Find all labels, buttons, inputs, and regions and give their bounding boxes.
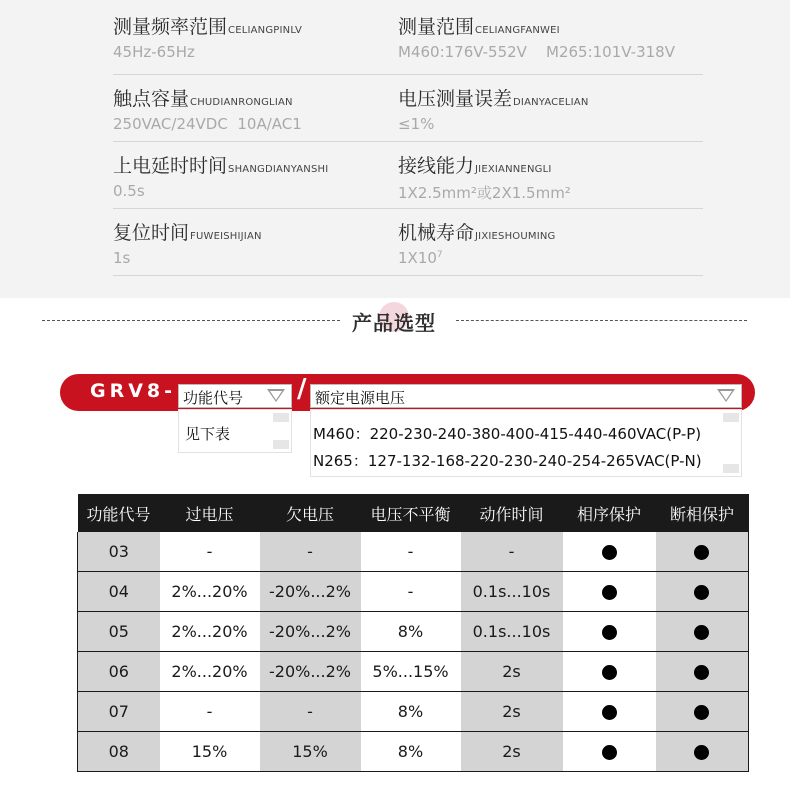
- table-cell: [656, 532, 749, 572]
- section-title: 产品选型: [352, 311, 436, 335]
- spec-label: 接线能力: [398, 155, 475, 177]
- table-cell: 2s: [461, 732, 563, 772]
- check-dot-icon: [694, 745, 709, 760]
- function-code-dropdown: [178, 409, 292, 453]
- table-cell: -: [361, 572, 461, 612]
- table-cell: 0.1s...10s: [461, 572, 563, 612]
- table-cell: -: [160, 692, 260, 732]
- function-code-select[interactable]: [178, 384, 292, 408]
- check-dot-icon: [602, 705, 617, 720]
- table-row: [78, 652, 749, 692]
- spec-value: M460:176V-552V M265:101V-318V: [398, 43, 675, 61]
- column-header: 相序保护: [563, 494, 656, 532]
- dropdown-arrow-icon: [717, 389, 735, 402]
- table-header-row: [78, 494, 749, 532]
- scroll-down-button[interactable]: [273, 440, 289, 449]
- table-cell: [563, 532, 656, 572]
- dashed-divider-left: [42, 320, 340, 321]
- table-cell: 2%...20%: [160, 612, 260, 652]
- table-cell: [656, 652, 749, 692]
- spec-value-base: 1X10: [398, 249, 437, 267]
- selection-table: [77, 494, 749, 772]
- table-cell: [563, 612, 656, 652]
- spec-contact-capacity: [113, 84, 302, 133]
- table-cell: 2%...20%: [160, 652, 260, 692]
- table-cell: [563, 652, 656, 692]
- table-cell: 2%...20%: [160, 572, 260, 612]
- spec-value: 1s: [113, 249, 131, 267]
- spec-value-exponent: 7: [436, 250, 443, 260]
- check-dot-icon: [602, 745, 617, 760]
- spec-pinyin: SHANGDIANYANSHI: [228, 164, 329, 175]
- table-cell: 8%: [361, 732, 461, 772]
- table-row: [78, 532, 749, 572]
- table-cell: [656, 572, 749, 612]
- spec-value: ≤1%: [398, 115, 435, 133]
- table-cell: -: [160, 532, 260, 572]
- table-cell: 04: [78, 572, 160, 612]
- check-dot-icon: [694, 665, 709, 680]
- table-cell: [656, 692, 749, 732]
- column-header: 功能代号: [78, 494, 160, 532]
- spec-value: 250VAC/24VDC 10A/AC1: [113, 115, 302, 133]
- table-cell: 5%...15%: [361, 652, 461, 692]
- spec-measure-frequency: [113, 12, 302, 61]
- spec-label: 触点容量: [113, 88, 190, 110]
- divider: [113, 74, 703, 75]
- table-cell: 8%: [361, 692, 461, 732]
- table-cell: 2s: [461, 652, 563, 692]
- table-cell: [656, 612, 749, 652]
- check-dot-icon: [602, 545, 617, 560]
- table-cell: 15%: [260, 732, 361, 772]
- table-row: [78, 692, 749, 732]
- column-header: 动作时间: [461, 494, 563, 532]
- table-row: [78, 732, 749, 772]
- table-cell: 07: [78, 692, 160, 732]
- table-cell: [656, 732, 749, 772]
- check-dot-icon: [694, 625, 709, 640]
- divider: [113, 141, 703, 142]
- table-cell: -: [461, 532, 563, 572]
- table-row: [78, 572, 749, 612]
- model-code: GRV8-: [90, 380, 177, 402]
- spec-label: 复位时间: [113, 222, 190, 244]
- spec-measure-range: [398, 12, 675, 61]
- table-cell: [563, 572, 656, 612]
- column-header: 欠电压: [260, 494, 361, 532]
- table-cell: -: [361, 532, 461, 572]
- rated-voltage-select-value: 额定电源电压: [315, 389, 406, 407]
- table-cell: [563, 732, 656, 772]
- table-row: [78, 612, 749, 652]
- spec-reset-time: [113, 218, 262, 267]
- spec-value: 45Hz-65Hz: [113, 43, 195, 61]
- table-cell: -20%...2%: [260, 612, 361, 652]
- check-dot-icon: [694, 705, 709, 720]
- spec-voltage-error: [398, 84, 589, 133]
- spec-label: 测量范围: [398, 16, 475, 38]
- table-cell: 08: [78, 732, 160, 772]
- check-dot-icon: [694, 585, 709, 600]
- spec-label: 上电延时时间: [113, 155, 228, 177]
- section-header: [0, 306, 790, 336]
- check-dot-icon: [694, 545, 709, 560]
- column-header: 电压不平衡: [361, 494, 461, 532]
- spec-pinyin: JIXIESHOUMING: [475, 231, 556, 242]
- column-header: 过电压: [160, 494, 260, 532]
- spec-panel: [0, 0, 790, 298]
- table-cell: -20%...2%: [260, 652, 361, 692]
- spec-pinyin: CELIANGPINLV: [228, 25, 303, 36]
- dropdown-arrow-icon: [267, 389, 285, 402]
- spec-pinyin: JIEXIANNENGLI: [475, 164, 552, 175]
- table-cell: 0.1s...10s: [461, 612, 563, 652]
- scroll-down-button[interactable]: [723, 464, 739, 473]
- spec-value: 1X2.5mm²或2X1.5mm²: [398, 184, 571, 202]
- scroll-up-button[interactable]: [723, 413, 739, 422]
- dropdown-option[interactable]: M460：220-230-240-380-400-415-440-460VAC(P-P): [313, 425, 702, 443]
- spec-pinyin: FUWEISHIJIAN: [190, 231, 262, 242]
- scroll-up-button[interactable]: [273, 413, 289, 422]
- rated-voltage-dropdown: [310, 409, 742, 477]
- check-dot-icon: [602, 625, 617, 640]
- spec-pinyin: DIANYACELIAN: [513, 97, 589, 108]
- table-cell: 06: [78, 652, 160, 692]
- spec-label: 电压测量误差: [398, 88, 513, 110]
- spec-pinyin: CELIANGFANWEI: [475, 25, 560, 36]
- table-cell: -20%...2%: [260, 572, 361, 612]
- table-cell: 05: [78, 612, 160, 652]
- spec-power-on-delay: [113, 151, 328, 200]
- divider: [113, 208, 703, 209]
- dropdown-option[interactable]: 见下表: [185, 425, 231, 443]
- table-cell: 03: [78, 532, 160, 572]
- table-cell: 8%: [361, 612, 461, 652]
- spec-pinyin: CHUDIANRONGLIAN: [190, 97, 293, 108]
- dropdown-option[interactable]: N265：127-132-168-220-230-240-254-265VAC(P-N): [313, 452, 702, 470]
- table-cell: -: [260, 692, 361, 732]
- spec-wiring-capacity: [398, 151, 571, 203]
- check-dot-icon: [602, 585, 617, 600]
- rated-voltage-select[interactable]: [310, 384, 742, 408]
- spec-value: 0.5s: [113, 182, 145, 200]
- table-cell: -: [260, 532, 361, 572]
- spec-label: 机械寿命: [398, 222, 475, 244]
- spec-mechanical-life: [398, 218, 556, 267]
- table-cell: 15%: [160, 732, 260, 772]
- separator-slash: /: [297, 374, 307, 404]
- spec-label: 测量频率范围: [113, 16, 228, 38]
- function-code-select-value: 功能代号: [183, 389, 244, 407]
- dashed-divider-right: [456, 320, 747, 321]
- check-dot-icon: [602, 665, 617, 680]
- table-cell: [563, 692, 656, 732]
- divider: [113, 275, 703, 276]
- table-cell: 2s: [461, 692, 563, 732]
- spec-value: [398, 249, 556, 267]
- column-header: 断相保护: [656, 494, 749, 532]
